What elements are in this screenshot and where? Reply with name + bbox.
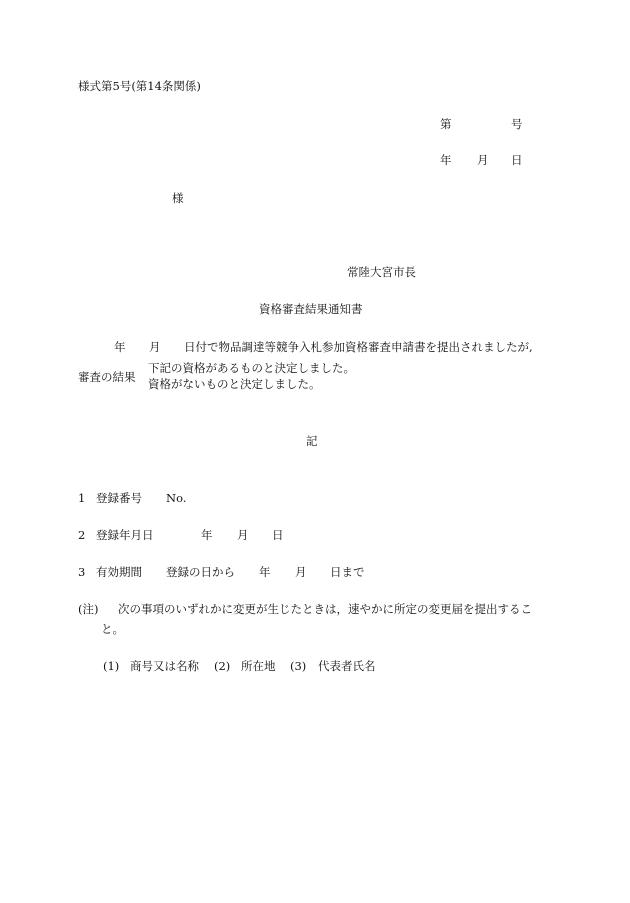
validity-until: 日まで xyxy=(330,565,365,579)
intro-month: 月 xyxy=(149,340,161,354)
intro-text: 日付で物品調達等競争入札参加資格審査申請書を提出されましたが, xyxy=(184,340,533,354)
change-1-label: 商号又は名称 xyxy=(130,659,199,673)
recipient-honorific: 様 xyxy=(172,191,184,205)
note-line-2: と。 xyxy=(101,622,124,636)
change-3-label: 代表者氏名 xyxy=(318,659,376,673)
validity-from: 登録の日から xyxy=(166,565,235,579)
review-option-qualified: 下記の資格があるものと決定しました。 xyxy=(148,361,355,375)
issuer-name: 常陸大宮市長 xyxy=(347,265,416,279)
note-line-1: 次の事項のいずれかに変更が生じたときは，速やかに所定の変更届を提出するこ xyxy=(118,602,532,616)
validity-year: 年 xyxy=(259,565,271,579)
validity-month: 月 xyxy=(295,565,307,579)
document-title: 資格審査結果通知書 xyxy=(259,302,363,316)
date-month: 月 xyxy=(477,153,489,167)
registration-date-year: 年 xyxy=(201,528,213,542)
document-number-suffix: 号 xyxy=(511,117,523,131)
item-1-number: 1 xyxy=(78,491,86,505)
item-3-number: 3 xyxy=(78,565,86,579)
registration-date-day: 日 xyxy=(272,528,284,542)
registration-date-label: 登録年月日 xyxy=(96,528,154,542)
date-year: 年 xyxy=(440,153,452,167)
document-number-prefix: 第 xyxy=(440,117,452,131)
registration-number-label: 登録番号 xyxy=(96,491,142,505)
registration-date-month: 月 xyxy=(237,528,249,542)
item-2-number: 2 xyxy=(78,528,86,542)
validity-label: 有効期間 xyxy=(96,565,142,579)
intro-year: 年 xyxy=(114,340,126,354)
change-2-label: 所在地 xyxy=(241,659,276,673)
registration-number-value: No. xyxy=(166,491,187,505)
change-2-number: (2) xyxy=(214,659,231,673)
date-day: 日 xyxy=(511,153,523,167)
note-mark: (注) xyxy=(78,602,99,616)
ki-heading: 記 xyxy=(306,434,318,448)
review-option-unqualified: 資格がないものと決定しました。 xyxy=(148,377,321,391)
form-label: 様式第5号(第14条関係) xyxy=(78,79,201,93)
change-3-number: (3) xyxy=(290,659,307,673)
review-result-label: 審査の結果 xyxy=(78,370,136,384)
change-1-number: (1) xyxy=(103,659,120,673)
